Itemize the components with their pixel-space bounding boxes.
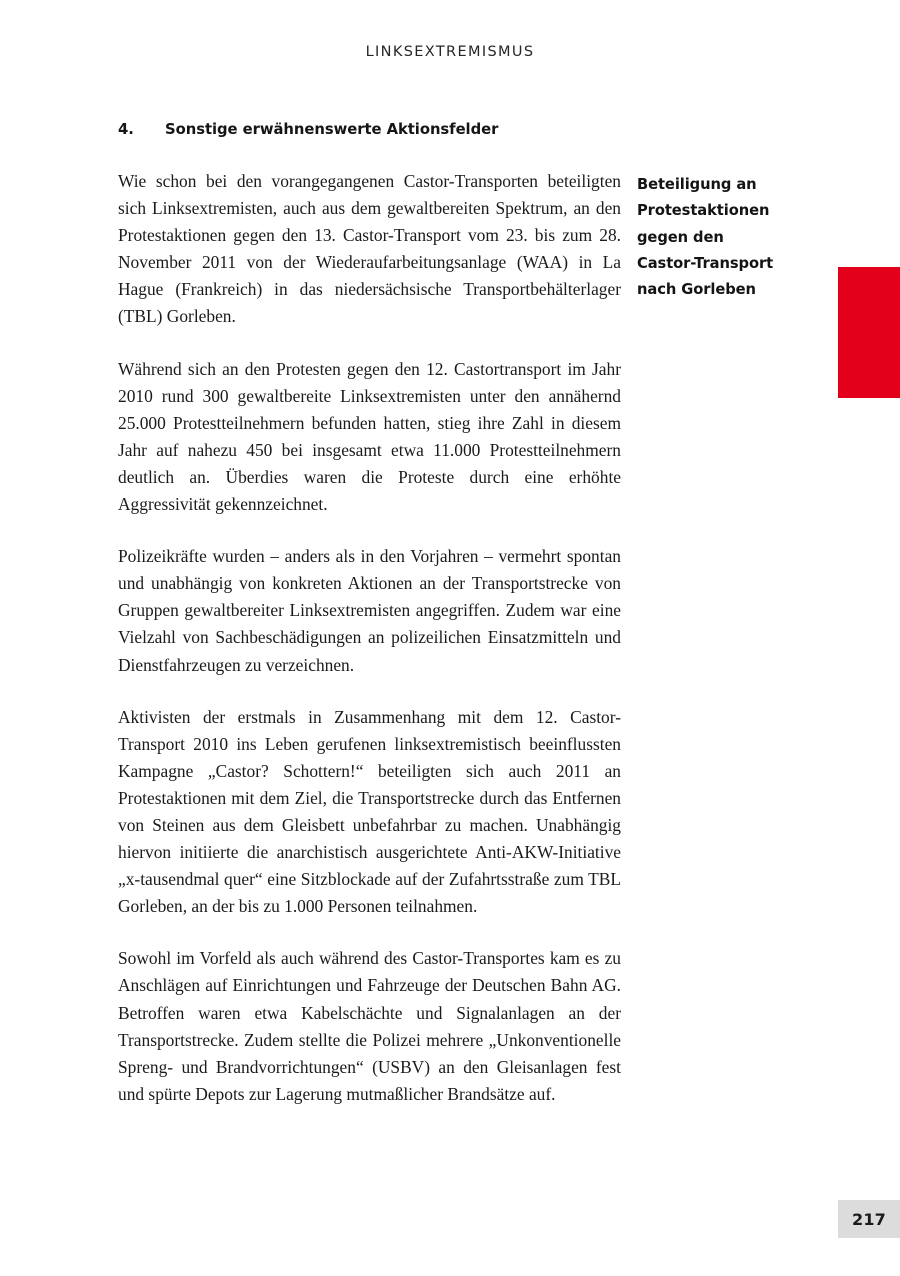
margin-note-line: Protestaktionen xyxy=(637,202,770,220)
chapter-thumb-tab xyxy=(838,267,900,398)
margin-note-line: nach Gorleben xyxy=(637,281,756,299)
page-number-box xyxy=(838,1200,900,1238)
section-number: 4. xyxy=(118,121,134,138)
paragraph: Polizeikräfte wurden – anders als in den Vorjahren – vermehrt spontan und unabhängig von konkreten Aktionen an der Transportstrecke von Gruppen gewaltbereiter Linksextremisten angegriffen. Zudem war eine Vielzahl von Sachbeschädigungen an polizeilichen Einsatzmitteln und Dienstfahrzeugen zu verzeichnen. xyxy=(118,546,621,675)
margin-note-line: Beteiligung an xyxy=(637,176,757,193)
margin-note xyxy=(637,172,812,303)
paragraph: Während sich an den Protesten gegen den 12. Castortransport im Jahr 2010 rund 300 gewaltbereite Linksextremisten unter den annähernd 25.000 Protestteilnehmern befunden hatten, stieg ihre Zahl in diesem Jahr auf nahezu 450 bei insgesamt etwa 11.000 Protestteilnehmern deutlich an. Überdies waren die Proteste durch eine erhöhte Aggressivität gekennzeichnet. xyxy=(118,358,621,515)
margin-note-line: gegen den xyxy=(637,228,724,246)
paragraph: Aktivisten der erstmals in Zusammenhang mit dem 12. Castor-Transport 2010 ins Leben gerufenen linksextremistisch beeinflussten Kampagne „Castor? Schottern!“ beteiligten sich auch 2011 an Protestaktionen mit dem Ziel, die Transportstrecke durch das Entfernen von Steinen aus dem Gleisbett unbefahrbar zu machen. Unabhängig hiervon initiierte die anarchistisch ausgerichtete Anti-AKW-Initiative „x-tausendmal quer“ eine Sitzblockade auf der Zufahrtsstraße zum TBL Gorleben, an der bis zu 1.000 Personen teilnahmen. xyxy=(118,706,621,917)
section-heading xyxy=(118,121,638,138)
section-title: Sonstige erwähnenswerte Aktionsfelder xyxy=(165,121,499,138)
running-header: LINKSEXTREMISMUS xyxy=(365,44,535,60)
page-number: 217 xyxy=(852,1209,886,1229)
margin-note-line: Castor-Transport xyxy=(637,254,774,272)
body-text-column xyxy=(118,168,621,1108)
paragraph: Sowohl im Vorfeld als auch während des Castor-Transportes kam es zu Anschlägen auf Einrichtungen und Fahrzeuge der Deutschen Bahn AG. Betroffen waren etwa Kabelschächte und Signalanlagen an der Transportstrecke. Zudem stellte die Polizei mehrere „Unkonventionelle Spreng- und Brandvorrichtungen“ (USBV) an den Gleisanlagen fest und spürte Depots zur Lagerung mutmaßlicher Brandsätze auf. xyxy=(118,948,621,1104)
paragraph: Wie schon bei den vorangegangenen Castor-Transporten beteiligten sich Linksextremisten, auch aus dem gewaltbereiten Spektrum, an den Protestaktionen gegen den 13. Castor-Transport vom 23. bis zum 28. November 2011 von der Wiederaufarbeitungsanlage (WAA) in La Hague (Frankreich) in das niedersächsische Transportbehälterlager (TBL) Gorleben. xyxy=(118,171,621,327)
